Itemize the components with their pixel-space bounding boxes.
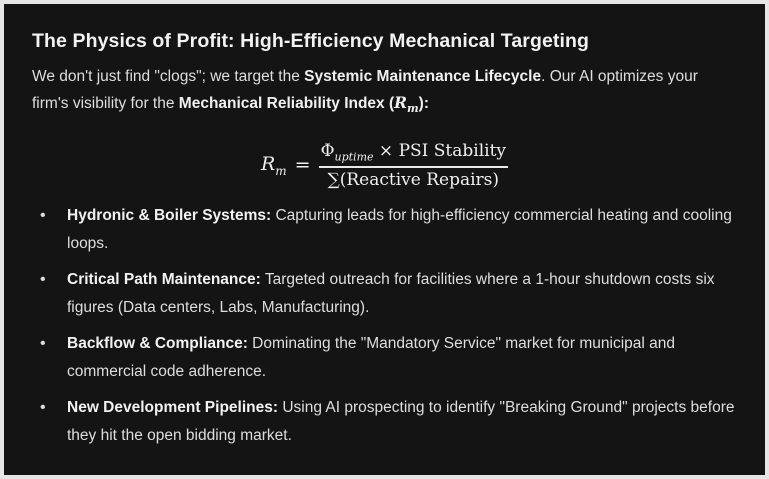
section-title: The Physics of Profit: High-Efficiency Mechanical Targeting <box>32 30 590 52</box>
bullet-icon: • <box>40 399 46 417</box>
list-item-text: Capturing leads for high-efficiency commercial heating and cooling loops. <box>67 207 732 253</box>
list-item-text: Using AI prospecting to identify "Breaking Ground" projects before they hit the open bidding market. <box>67 399 735 445</box>
formula-phi-subscript: uptime <box>334 150 374 164</box>
list-item <box>32 394 737 450</box>
intro-bold-lifecycle: Systemic Maintenance Lifecycle <box>304 68 542 85</box>
list-item <box>32 202 737 258</box>
intro-variable-subscript: m <box>407 102 419 116</box>
formula-equals: = <box>294 154 311 177</box>
content-panel <box>4 4 765 475</box>
list-item-text: Dominating the "Mandatory Service" market for municipal and commercial code adherence. <box>67 335 675 381</box>
fraction-bar <box>319 166 508 168</box>
formula-numerator-rest: × PSI Stability <box>373 140 507 161</box>
intro-paragraph <box>32 64 737 122</box>
list-item-text: Targeted outreach for facilities where a 1-hour shutdown costs six figures (Data centers, Labs, Manufacturing). <box>67 271 715 317</box>
bullet-icon: • <box>40 207 46 225</box>
list-item <box>32 330 737 386</box>
formula-lhs-subscript: m <box>275 163 287 178</box>
list-item-heading: Critical Path Maintenance: <box>67 271 261 289</box>
formula-lhs-letter: R <box>260 152 276 175</box>
list-item-heading: Hydronic & Boiler Systems: <box>67 207 272 225</box>
formula-numerator <box>319 141 508 163</box>
formula-phi: Φ <box>320 140 335 161</box>
formula-fraction <box>319 141 508 190</box>
intro-variable-letter: R <box>394 93 408 112</box>
intro-text-1: We don't just find "clogs"; we target the <box>32 68 305 85</box>
bullet-icon: • <box>40 335 46 353</box>
list-item-heading: Backflow & Compliance: <box>67 335 248 353</box>
intro-text-2: . Our AI optimizes your firm's visibility for the <box>32 68 698 112</box>
formula-lhs <box>261 153 287 178</box>
formula-denominator: ∑(Reactive Repairs) <box>327 169 500 190</box>
intro-index-label: Mechanical Reliability Index ( <box>178 95 395 112</box>
targeting-list <box>32 202 737 450</box>
intro-bold-index <box>178 93 429 116</box>
list-item <box>32 266 737 322</box>
intro-index-close: ): <box>418 95 429 112</box>
reliability-formula <box>32 136 737 194</box>
intro-variable <box>394 93 419 116</box>
list-item-heading: New Development Pipelines: <box>67 399 279 417</box>
bullet-icon: • <box>40 271 46 289</box>
